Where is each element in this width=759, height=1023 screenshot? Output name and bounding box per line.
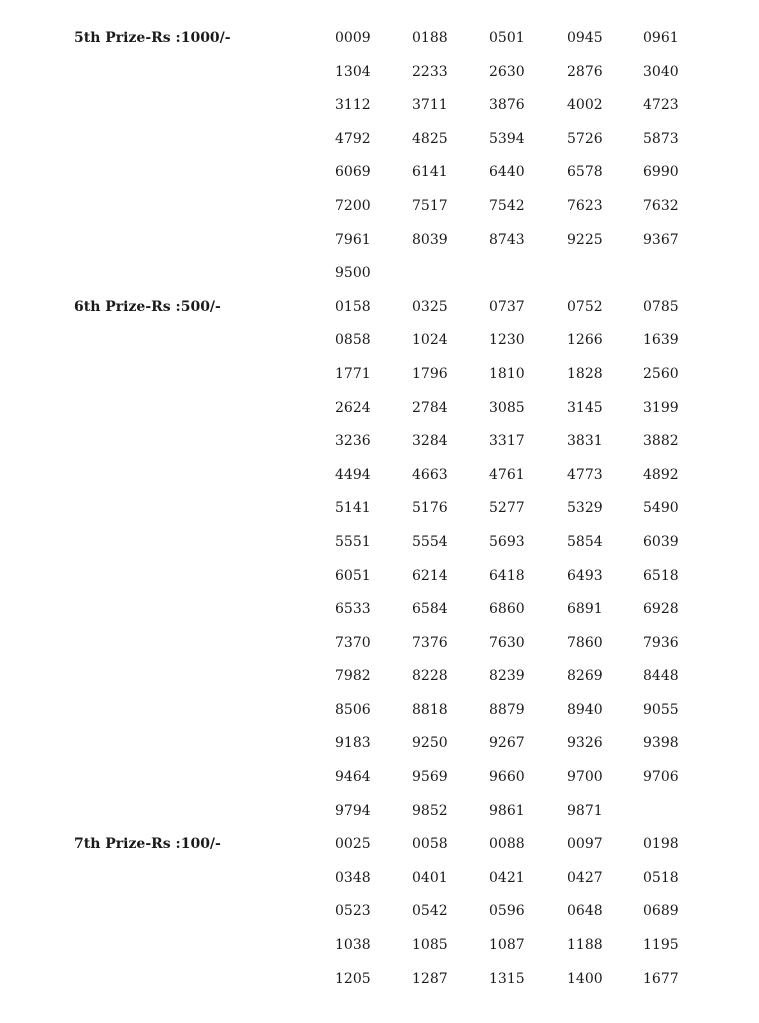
winning-number: 1024 bbox=[412, 332, 448, 349]
winning-number: 3199 bbox=[643, 399, 679, 416]
prize-row bbox=[0, 425, 759, 459]
winning-number: 9398 bbox=[643, 735, 679, 752]
winning-number: 6578 bbox=[567, 164, 603, 181]
prize-row bbox=[0, 22, 759, 56]
winning-number: 0058 bbox=[412, 836, 448, 853]
prize-row bbox=[0, 257, 759, 291]
winning-number: 4892 bbox=[643, 466, 679, 483]
winning-number: 9700 bbox=[567, 769, 603, 786]
prize-results-document bbox=[0, 22, 759, 996]
prize-row bbox=[0, 727, 759, 761]
prize-row bbox=[0, 156, 759, 190]
winning-number: 4723 bbox=[643, 97, 679, 114]
winning-number: 6493 bbox=[567, 567, 603, 584]
winning-number: 3085 bbox=[489, 399, 525, 416]
winning-number: 5277 bbox=[489, 500, 525, 517]
winning-number: 7961 bbox=[335, 231, 371, 248]
prize-row bbox=[0, 492, 759, 526]
winning-number: 0648 bbox=[567, 903, 603, 920]
prize-row bbox=[0, 190, 759, 224]
prize-section-label: 7th Prize-Rs :100/- bbox=[74, 836, 221, 853]
prize-row bbox=[0, 324, 759, 358]
winning-number: 6584 bbox=[412, 601, 448, 618]
winning-number: 1810 bbox=[489, 365, 525, 382]
winning-number: 5854 bbox=[567, 533, 603, 550]
winning-number: 1828 bbox=[567, 365, 603, 382]
winning-number: 0025 bbox=[335, 836, 371, 853]
winning-number: 1639 bbox=[643, 332, 679, 349]
winning-number: 6051 bbox=[335, 567, 371, 584]
winning-number: 5554 bbox=[412, 533, 448, 550]
winning-number: 6069 bbox=[335, 164, 371, 181]
winning-number: 7200 bbox=[335, 197, 371, 214]
winning-number: 9569 bbox=[412, 769, 448, 786]
winning-number: 6214 bbox=[412, 567, 448, 584]
winning-number: 9794 bbox=[335, 802, 371, 819]
winning-number: 3882 bbox=[643, 433, 679, 450]
winning-number: 9183 bbox=[335, 735, 371, 752]
winning-number: 8039 bbox=[412, 231, 448, 248]
winning-number: 2630 bbox=[489, 63, 525, 80]
winning-number: 0501 bbox=[489, 30, 525, 46]
winning-number: 0737 bbox=[489, 298, 525, 315]
winning-number: 0088 bbox=[489, 836, 525, 853]
winning-number: 9250 bbox=[412, 735, 448, 752]
winning-number: 1087 bbox=[489, 937, 525, 954]
winning-number: 9706 bbox=[643, 769, 679, 786]
winning-number: 1796 bbox=[412, 365, 448, 382]
winning-number: 0097 bbox=[567, 836, 603, 853]
winning-number: 4663 bbox=[412, 466, 448, 483]
winning-number: 2624 bbox=[335, 399, 371, 416]
winning-number: 6039 bbox=[643, 533, 679, 550]
winning-number: 0518 bbox=[643, 869, 679, 886]
winning-number: 6891 bbox=[567, 601, 603, 618]
winning-number: 0325 bbox=[412, 298, 448, 315]
prize-row bbox=[0, 224, 759, 258]
winning-number: 9055 bbox=[643, 701, 679, 718]
prize-section-label: 5th Prize-Rs :1000/- bbox=[74, 30, 231, 46]
winning-number: 5394 bbox=[489, 130, 525, 147]
winning-number: 1771 bbox=[335, 365, 371, 382]
winning-number: 4761 bbox=[489, 466, 525, 483]
winning-number: 5726 bbox=[567, 130, 603, 147]
winning-number: 2784 bbox=[412, 399, 448, 416]
winning-number: 7860 bbox=[567, 634, 603, 651]
winning-number: 1038 bbox=[335, 937, 371, 954]
prize-section-label: 6th Prize-Rs :500/- bbox=[74, 298, 221, 315]
winning-number: 0752 bbox=[567, 298, 603, 315]
winning-number: 7517 bbox=[412, 197, 448, 214]
prize-row bbox=[0, 593, 759, 627]
winning-number: 5176 bbox=[412, 500, 448, 517]
prize-row bbox=[0, 459, 759, 493]
winning-number: 3236 bbox=[335, 433, 371, 450]
prize-row bbox=[0, 291, 759, 325]
winning-number: 5551 bbox=[335, 533, 371, 550]
winning-number: 6533 bbox=[335, 601, 371, 618]
winning-number: 3876 bbox=[489, 97, 525, 114]
winning-number: 8239 bbox=[489, 668, 525, 685]
winning-number: 6928 bbox=[643, 601, 679, 618]
winning-number: 0348 bbox=[335, 869, 371, 886]
winning-number: 9464 bbox=[335, 769, 371, 786]
winning-number: 6440 bbox=[489, 164, 525, 181]
prize-row bbox=[0, 795, 759, 829]
prize-row bbox=[0, 123, 759, 157]
winning-number: 1287 bbox=[412, 970, 448, 987]
winning-number: 7376 bbox=[412, 634, 448, 651]
winning-number: 5141 bbox=[335, 500, 371, 517]
winning-number: 7623 bbox=[567, 197, 603, 214]
winning-number: 2233 bbox=[412, 63, 448, 80]
winning-number: 1266 bbox=[567, 332, 603, 349]
winning-number: 3831 bbox=[567, 433, 603, 450]
winning-number: 9861 bbox=[489, 802, 525, 819]
winning-number: 3145 bbox=[567, 399, 603, 416]
winning-number: 7982 bbox=[335, 668, 371, 685]
winning-number: 1230 bbox=[489, 332, 525, 349]
winning-number: 8818 bbox=[412, 701, 448, 718]
winning-number: 5329 bbox=[567, 500, 603, 517]
winning-number: 9852 bbox=[412, 802, 448, 819]
winning-number: 9871 bbox=[567, 802, 603, 819]
winning-number: 1195 bbox=[643, 937, 679, 954]
winning-number: 9660 bbox=[489, 769, 525, 786]
winning-number: 0542 bbox=[412, 903, 448, 920]
winning-number: 7936 bbox=[643, 634, 679, 651]
winning-number: 8269 bbox=[567, 668, 603, 685]
winning-number: 3112 bbox=[335, 97, 371, 114]
winning-number: 0421 bbox=[489, 869, 525, 886]
prize-row bbox=[0, 862, 759, 896]
winning-number: 0401 bbox=[412, 869, 448, 886]
prize-row bbox=[0, 526, 759, 560]
prize-row bbox=[0, 694, 759, 728]
prize-row bbox=[0, 392, 759, 426]
prize-row bbox=[0, 627, 759, 661]
winning-number: 1085 bbox=[412, 937, 448, 954]
prize-row bbox=[0, 89, 759, 123]
winning-number: 3284 bbox=[412, 433, 448, 450]
winning-number: 8228 bbox=[412, 668, 448, 685]
prize-row bbox=[0, 963, 759, 997]
prize-row bbox=[0, 828, 759, 862]
winning-number: 5693 bbox=[489, 533, 525, 550]
winning-number: 8743 bbox=[489, 231, 525, 248]
winning-number: 6418 bbox=[489, 567, 525, 584]
winning-number: 0188 bbox=[412, 30, 448, 46]
winning-number: 9500 bbox=[335, 265, 371, 282]
winning-number: 4002 bbox=[567, 97, 603, 114]
winning-number: 0596 bbox=[489, 903, 525, 920]
winning-number: 0009 bbox=[335, 30, 371, 46]
winning-number: 4825 bbox=[412, 130, 448, 147]
winning-number: 9225 bbox=[567, 231, 603, 248]
winning-number: 0158 bbox=[335, 298, 371, 315]
winning-number: 8879 bbox=[489, 701, 525, 718]
winning-number: 8506 bbox=[335, 701, 371, 718]
prize-row bbox=[0, 761, 759, 795]
winning-number: 0858 bbox=[335, 332, 371, 349]
winning-number: 6141 bbox=[412, 164, 448, 181]
winning-number: 9326 bbox=[567, 735, 603, 752]
winning-number: 6518 bbox=[643, 567, 679, 584]
winning-number: 7630 bbox=[489, 634, 525, 651]
prize-row bbox=[0, 560, 759, 594]
winning-number: 4494 bbox=[335, 466, 371, 483]
prize-row bbox=[0, 56, 759, 90]
winning-number: 7632 bbox=[643, 197, 679, 214]
winning-number: 3711 bbox=[412, 97, 448, 114]
winning-number: 1205 bbox=[335, 970, 371, 987]
winning-number: 0785 bbox=[643, 298, 679, 315]
winning-number: 6860 bbox=[489, 601, 525, 618]
winning-number: 5873 bbox=[643, 130, 679, 147]
prize-row bbox=[0, 929, 759, 963]
winning-number: 1677 bbox=[643, 970, 679, 987]
winning-number: 0523 bbox=[335, 903, 371, 920]
winning-number: 2876 bbox=[567, 63, 603, 80]
winning-number: 1400 bbox=[567, 970, 603, 987]
winning-number: 0427 bbox=[567, 869, 603, 886]
winning-number: 7370 bbox=[335, 634, 371, 651]
prize-row bbox=[0, 660, 759, 694]
winning-number: 1304 bbox=[335, 63, 371, 80]
prize-row bbox=[0, 358, 759, 392]
winning-number: 4773 bbox=[567, 466, 603, 483]
winning-number: 6990 bbox=[643, 164, 679, 181]
winning-number: 9367 bbox=[643, 231, 679, 248]
winning-number: 1315 bbox=[489, 970, 525, 987]
winning-number: 2560 bbox=[643, 365, 679, 382]
winning-number: 0961 bbox=[643, 30, 679, 46]
winning-number: 4792 bbox=[335, 130, 371, 147]
winning-number: 1188 bbox=[567, 937, 603, 954]
prize-row bbox=[0, 895, 759, 929]
winning-number: 3317 bbox=[489, 433, 525, 450]
winning-number: 0198 bbox=[643, 836, 679, 853]
winning-number: 3040 bbox=[643, 63, 679, 80]
winning-number: 5490 bbox=[643, 500, 679, 517]
winning-number: 7542 bbox=[489, 197, 525, 214]
winning-number: 9267 bbox=[489, 735, 525, 752]
winning-number: 0945 bbox=[567, 30, 603, 46]
winning-number: 0689 bbox=[643, 903, 679, 920]
winning-number: 8940 bbox=[567, 701, 603, 718]
winning-number: 8448 bbox=[643, 668, 679, 685]
